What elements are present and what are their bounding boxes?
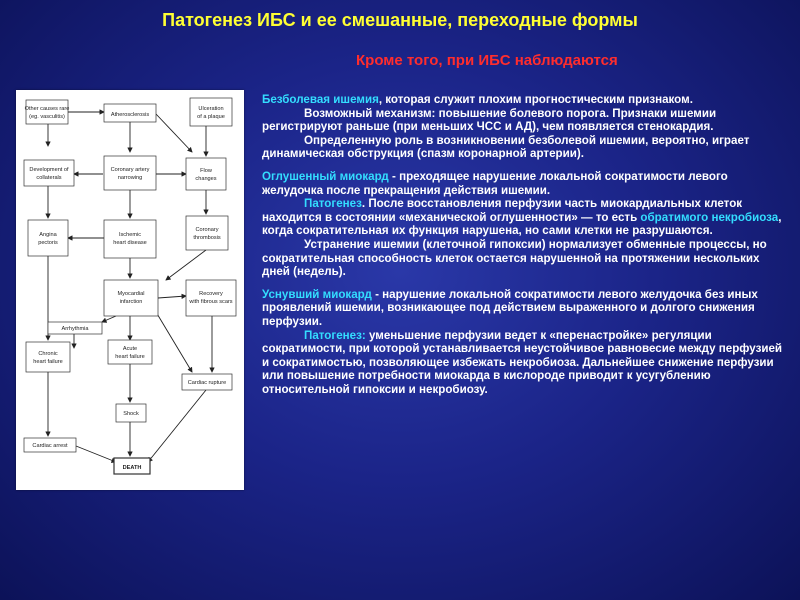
slide-text bbox=[262, 93, 786, 396]
arrow bbox=[166, 250, 206, 280]
box-frame bbox=[104, 220, 156, 258]
paragraph-stunned-pathogenesis bbox=[262, 197, 786, 238]
box-label: Chronic bbox=[38, 351, 58, 357]
box-label: Ulceration bbox=[198, 106, 224, 112]
box-frame bbox=[104, 280, 158, 316]
slide-title: Патогенез ИБС и ее смешанные, переходные формы bbox=[162, 10, 638, 30]
paragraph-silent-ischemia bbox=[262, 93, 786, 107]
box-label: Cardiac arrest bbox=[32, 443, 68, 449]
box-frame bbox=[28, 220, 68, 256]
box-label: changes bbox=[195, 176, 217, 182]
box-arrest bbox=[24, 438, 76, 452]
box-infarction bbox=[104, 280, 158, 316]
paragraph-text: , которая служит плохим прогностическим признаком. bbox=[378, 93, 693, 106]
box-label: Arrhythmia bbox=[61, 326, 89, 332]
term-reversible-necrobiosis: обратимого некробиоза bbox=[640, 210, 779, 224]
paragraph-text: - нарушение локальной сократимости левого желудочка без иных проявлений ишемии, возникающее под действием выраженного и долгого снижения перфузии. bbox=[262, 287, 758, 328]
box-label: heart failure bbox=[115, 354, 145, 360]
term-pathogenesis: Патогенез bbox=[304, 197, 362, 211]
box-label: with fibrous scars bbox=[189, 299, 233, 305]
box-frame bbox=[186, 280, 236, 316]
box-frame bbox=[186, 158, 226, 190]
term-silent-ischemia: Безболевая ишемия bbox=[262, 93, 379, 106]
box-frame bbox=[24, 160, 74, 186]
arrow bbox=[158, 296, 186, 298]
box-rupture bbox=[182, 374, 232, 390]
box-label: Other causes rare bbox=[24, 106, 70, 112]
box-label: collaterals bbox=[36, 175, 62, 181]
box-label: DEATH bbox=[122, 465, 142, 471]
box-label: infarction bbox=[119, 299, 143, 305]
box-label: Ischemic bbox=[118, 232, 142, 238]
term-stunned-myocardium: Оглушенный миокард bbox=[262, 169, 389, 183]
flowchart-svg bbox=[16, 90, 244, 490]
box-shock bbox=[116, 404, 146, 422]
box-frame bbox=[108, 340, 152, 364]
box-label: Coronary bbox=[195, 227, 219, 233]
box-label: heart disease bbox=[113, 240, 147, 246]
box-frame bbox=[104, 156, 156, 190]
paragraph-text: уменьшение перфузии ведет к «перенастройке» регуляции сократимости, при которой устанавливается неустойчивое равновесие между перфузией и сократимостью, позволяющее избежать некробиоза. Дальнейшее снижение перфузии или повышение потребности миокарда в кислороде приводит к усугублению относительной гипоксии и некробиозу. bbox=[262, 328, 783, 396]
box-narrowing bbox=[104, 156, 156, 190]
box-thrombosis bbox=[186, 216, 228, 250]
box-label: heart failure bbox=[33, 359, 63, 365]
box-label: Flow bbox=[200, 168, 212, 174]
box-label: pectoris bbox=[38, 240, 58, 246]
term-pathogenesis: Патогенез: bbox=[304, 328, 366, 342]
box-arrhythmia bbox=[48, 322, 102, 334]
paragraph-text: , когда сократительная их функция нарушена, но сами клетки не разрушаются. bbox=[262, 210, 782, 238]
box-frame bbox=[190, 98, 232, 126]
box-label: Shock bbox=[123, 411, 139, 417]
box-atherosclerosis bbox=[104, 104, 156, 122]
arrow bbox=[148, 390, 206, 462]
box-flow-changes bbox=[186, 158, 226, 190]
arrow bbox=[76, 446, 116, 462]
term-hibernating-myocardium: Уснувший миокард bbox=[262, 287, 372, 301]
box-label: narrowing bbox=[117, 175, 143, 181]
box-ischemic bbox=[104, 220, 156, 258]
paragraph-text: - преходящее нарушение локальной сократимости левого желудочка после прекращения действия ишемии. bbox=[262, 169, 728, 197]
box-ulceration bbox=[190, 98, 232, 126]
box-frame bbox=[26, 342, 70, 372]
box-label: Cardiac rupture bbox=[187, 380, 227, 386]
box-other-causes bbox=[25, 100, 70, 124]
box-label: Development of bbox=[29, 167, 69, 173]
arrow bbox=[156, 312, 192, 372]
box-angina bbox=[28, 220, 68, 256]
box-label: Atherosclerosis bbox=[110, 112, 150, 118]
box-frame bbox=[186, 216, 228, 250]
box-label: of a plaque bbox=[197, 114, 225, 120]
box-chronic-hf bbox=[26, 342, 70, 372]
paragraph-mechanism: Возможный механизм: повышение болевого порога. Признаки ишемии регистрируют раньше (при меньших ЧСС и АД), чем появляется стенокардия. bbox=[262, 106, 717, 134]
box-label: (eg. vasculitis) bbox=[29, 114, 65, 120]
paragraph-hibernating-pathogenesis bbox=[262, 329, 786, 397]
paragraph-dynamic-obstruction: Определенную роль в возникновении безболевой ишемии, вероятно, играет динамическая обструкция (спазм коронарной артерии). bbox=[262, 133, 750, 161]
arrow bbox=[156, 114, 192, 152]
paragraph-text: . После восстановления перфузии часть миокардиальных клеток находится в состоянии «механической оглушенности» — то есть bbox=[262, 197, 743, 224]
arrow bbox=[102, 316, 116, 322]
box-label: Angina bbox=[39, 232, 57, 238]
box-acute-hf bbox=[108, 340, 152, 364]
box-label: Myocardial bbox=[117, 291, 145, 297]
box-label: Recovery bbox=[199, 291, 223, 297]
paragraph-ischemia-elimination: Устранение ишемии (клеточной гипоксии) нормализует обменные процессы, но сократительная способность клеток остается нарушенной на протяжении нескольких дней (недель). bbox=[262, 237, 767, 279]
box-recovery bbox=[186, 280, 236, 316]
pathogenesis-flowchart bbox=[16, 90, 244, 490]
box-label: Acute bbox=[122, 346, 138, 352]
box-collaterals bbox=[24, 160, 74, 186]
box-frame bbox=[26, 100, 68, 124]
box-label: thrombosis bbox=[193, 235, 221, 241]
box-death bbox=[114, 458, 150, 474]
box-label: Coronary artery bbox=[110, 167, 150, 173]
paragraph-hibernating-myocardium bbox=[262, 288, 786, 329]
slide-subtitle: Кроме того, при ИБС наблюдаются bbox=[356, 52, 618, 69]
paragraph-stunned-myocardium bbox=[262, 170, 786, 197]
